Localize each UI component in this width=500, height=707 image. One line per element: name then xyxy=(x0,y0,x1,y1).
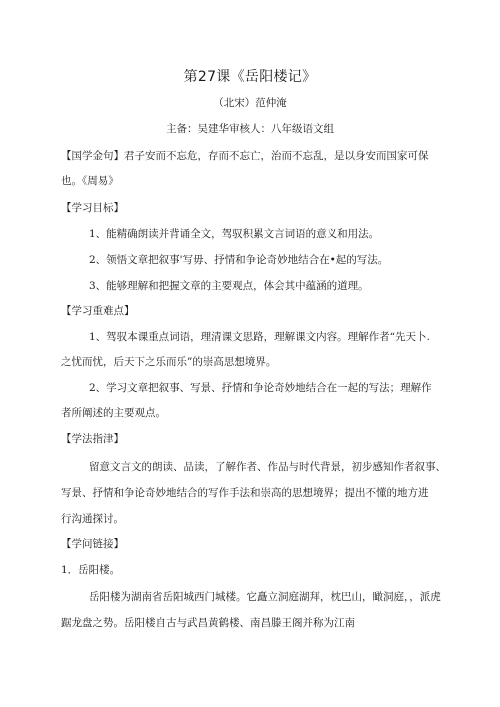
lesson-title: 第27课《岳阳楼记》 xyxy=(183,69,317,85)
goal-item-3: 3、能够理解和把握文章的主要观点，体会其中蕴涵的道理。 xyxy=(89,280,369,292)
method-line-2: 写景、抒情和争论奇妙地结合的写作手法和崇高的思想境界；提出不懂的地方进 xyxy=(61,487,429,499)
method-line-3: 行沟通探讨。 xyxy=(61,513,124,525)
editors-line: 主备：吴建华审核人：八年级语文组 xyxy=(166,123,334,135)
key-point-1-line-1: 1、驾驭本课重点词语，理清课文思路，理解课文内容。理解作者“先天卜. xyxy=(89,331,430,343)
method-line-1: 留意文言文的朗读、品读，了解作者、作品与时代背景，初步感知作者叙事、 xyxy=(89,461,446,473)
links-heading: 【学问链接】 xyxy=(61,538,124,550)
key-point-1-line-2: 之忧而忧，后天下之乐而乐”的崇高思想境界。 xyxy=(61,356,277,368)
goal-item-1: 1、能精确朗读并背诵全文，驾驭积累文言词语的意义和用法。 xyxy=(89,228,380,240)
key-point-2-line-2: 者所阐述的主要观点。 xyxy=(61,407,166,419)
key-points-heading: 【学习重难点】 xyxy=(61,305,135,317)
links-item-title: 1．岳阳楼。 xyxy=(61,564,121,576)
quote-line-1: 【国学金句】君子安而不忘危，存而不忘亡，治而不忘乱，是以身安而国家可保 xyxy=(61,150,429,162)
goals-heading: 【学习目标】 xyxy=(61,202,124,214)
goal-item-2: 2、领悟文章把叙事'写毋、抒情和争论奇妙地结合在•起的写法。 xyxy=(89,254,389,266)
key-point-2-line-1: 2、学习文章把叙事、写景、抒情和争论奇妙地结合在一起的写法；理解作 xyxy=(89,382,432,394)
author-line: （北宋）范仲淹 xyxy=(213,97,287,109)
links-line-1: 岳阳楼为湖南省岳阳城西门城楼。它矗立洞庭湖拜，枕巴山，瞰洞庭，，派虎 xyxy=(89,591,441,603)
method-heading: 【学法指津】 xyxy=(61,433,124,445)
quote-line-2: 也。《周易》 xyxy=(61,175,119,187)
links-line-2: 踞龙盘之势。岳阳楼自古与武昌黄鹤楼、南昌滕王阁并称为江南 xyxy=(61,617,355,629)
